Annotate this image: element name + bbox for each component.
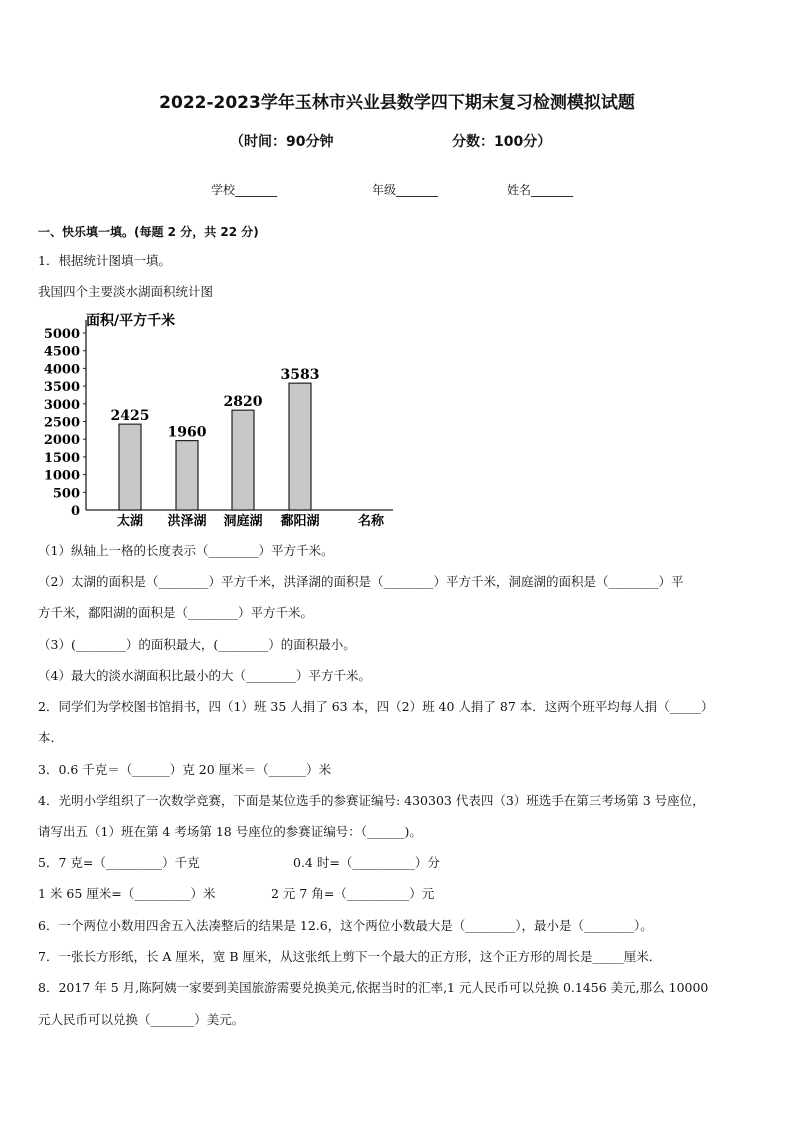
bar-value-label: 3583 [280,367,320,384]
question-1-sub-2-line-1: （2）太湖的面积是（________）平方千米，洪泽湖的面积是（________）平方千米，洞庭湖的面积是（________）平 [38,574,684,589]
y-tick-label: 0 [70,504,80,519]
bar-value-label: 1960 [167,424,207,441]
category-label: 鄱阳湖 [280,514,320,529]
chart-bars [111,367,320,529]
question-2-line-1: 2．同学们为学校图书馆捐书，四（1）班 35 人捐了 63 本，四（2）班 40 人捐了 87 本．这两个班平均每人捐（_____） [38,699,714,714]
question-1-sub-2-line-2: 方千米，鄱阳湖的面积是（________）平方千米。 [38,605,314,620]
question-4-line-2: 请写出五（1）班在第 4 考场第 18 号座位的参赛证编号：（______)。 [38,824,422,839]
question-5-right-1: 0.4 时=（__________）分 [293,855,440,870]
bar-value-label: 2425 [110,408,150,425]
bar [289,383,311,510]
question-3: 3．0.6 千克＝（______）克 20 厘米＝（______）米 [38,762,332,777]
student-info [0,181,794,199]
y-tick-label: 3000 [43,397,80,413]
question-8-line-2: 元人民币可以兑换（_______）美元。 [38,1012,245,1027]
y-tick-label: 1500 [43,450,80,466]
grade-field: 年级_______ [372,183,439,197]
exam-score: 分数：100分） [452,134,552,150]
y-tick-label: 2500 [43,415,80,431]
bar [232,410,254,510]
chart-caption: 我国四个主要淡水湖面积统计图 [38,284,214,299]
y-tick-label: 4000 [43,362,80,378]
question-6: 6．一个两位小数用四舍五入法凑整后的结果是 12.6，这个两位小数最大是（________），最小是（________）。 [38,918,653,933]
y-tick-label: 4500 [43,344,80,360]
page-title: 2022-2023学年玉林市兴业县数学四下期末复习检测模拟试题 [159,93,635,113]
bar-value-label: 2820 [223,394,263,411]
y-tick-label: 500 [52,486,80,502]
y-axis-label: 面积/平方千米 [86,313,176,329]
y-tick-label: 1000 [43,468,80,484]
question-4-line-1: 4．光明小学组织了一次数学竞赛，下面是某位选手的参赛证编号: 430303 代表四（3）班选手在第三考场第 3 号座位， [38,793,705,808]
question-5-left-1: 5．7 克=（_________）千克 [38,855,200,870]
question-1-prompt: 1．根据统计图填一填。 [38,253,171,268]
category-label: 太湖 [116,514,144,529]
x-axis-label: 名称 [358,514,385,529]
bar-chart [38,308,398,533]
exam-time: （时间：90分钟 [230,134,334,150]
bar [119,424,141,510]
y-tick-label: 2000 [43,433,80,449]
name-field: 姓名_______ [507,183,574,197]
section-heading: 一、快乐填一填。(每题 2 分，共 22 分) [38,225,259,239]
question-1-sub-4: （4）最大的淡水湖面积比最小的大（________）平方千米。 [38,668,371,683]
question-7: 7．一张长方形纸，长 A 厘米，宽 B 厘米，从这张纸上剪下一个最大的正方形，这个正方形的周长是_____厘米． [38,949,662,964]
category-label: 洞庭湖 [223,514,263,529]
exam-meta [0,131,794,151]
y-tick-label: 3500 [43,380,80,396]
school-field: 学校_______ [211,183,278,197]
y-axis-ticks [44,327,86,519]
question-8-line-1: 8．2017 年 5 月,陈阿姨一家要到美国旅游需要兑换美元,依据当时的汇率,1 元人民币可以兑换 0.1456 美元,那么 10000 [38,980,709,995]
bar [176,441,198,510]
y-tick-label: 5000 [43,327,80,342]
question-5-left-2: 1 米 65 厘米=（_________）米 [38,886,216,901]
question-2-line-2: 本． [38,730,64,745]
question-1-sub-1: （1）纵轴上一格的长度表示（________）平方千米。 [38,543,334,558]
category-label: 洪泽湖 [167,514,207,529]
question-1-sub-3: （3）(________）的面积最大，(________）的面积最小。 [38,637,356,652]
question-5-right-2: 2 元 7 角=（__________）元 [271,886,435,901]
